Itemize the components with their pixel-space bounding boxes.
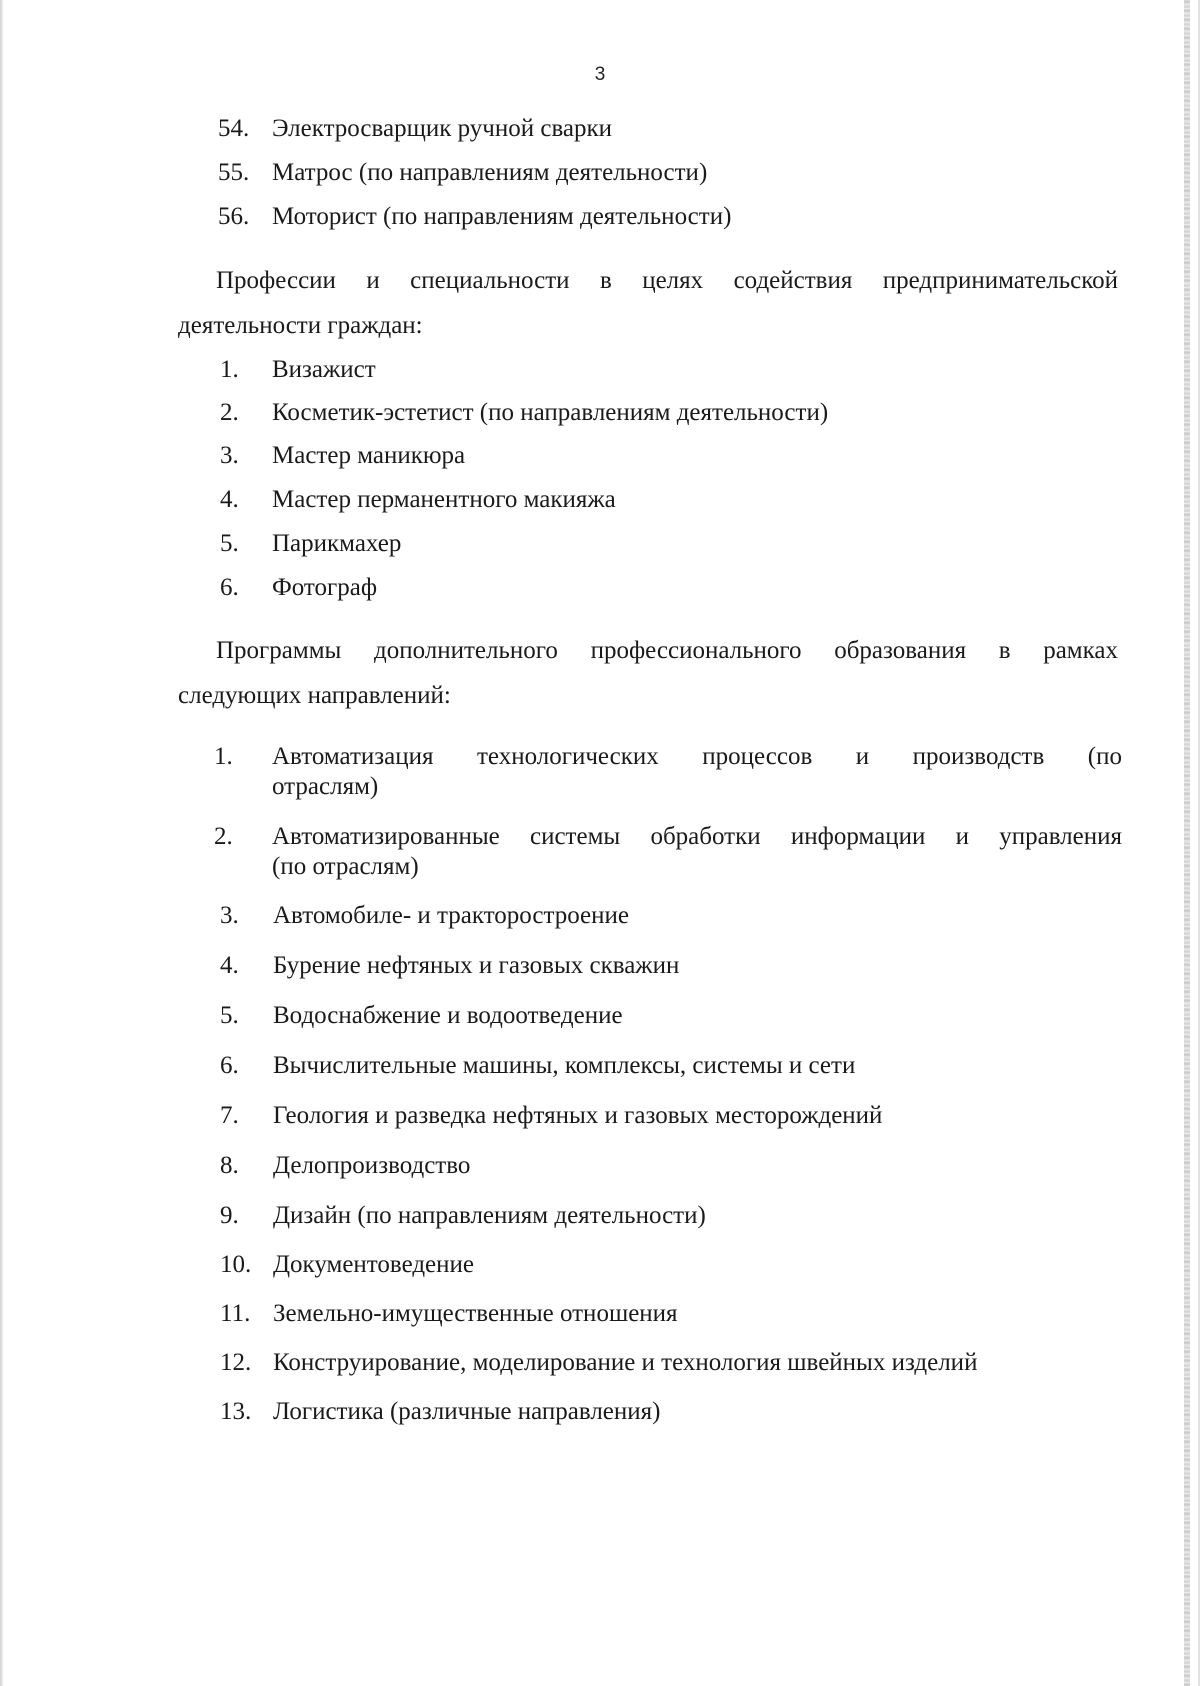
list-item-text-line: отраслям) xyxy=(272,773,379,800)
list-item-text: Косметик-эстетист (по направлениям деятельности) xyxy=(272,399,829,426)
list-item-number: 8. xyxy=(220,1152,239,1179)
list-item-text: Делопроизводство xyxy=(273,1152,471,1179)
page-number: 3 xyxy=(594,64,606,85)
list-item-text: Визажист xyxy=(272,356,376,383)
list-item-number: 2. xyxy=(220,399,239,426)
list-item-number: 6. xyxy=(220,574,239,601)
list-item-number: 5. xyxy=(220,1002,239,1029)
scan-edge-right xyxy=(1184,0,1190,1686)
list-item-number: 3. xyxy=(220,902,239,929)
list-item-text: Фотограф xyxy=(272,574,378,601)
list-item-text: Водоснабжение и водоотведение xyxy=(273,1002,623,1029)
list-item-text: Мастер маникюра xyxy=(272,442,466,469)
list-item-number: 6. xyxy=(220,1052,239,1079)
list-item-number: 9. xyxy=(220,1202,239,1229)
section-heading-line: деятельности граждан: xyxy=(178,312,423,339)
list-item-number: 13. xyxy=(220,1398,252,1425)
list-item-text: Бурение нефтяных и газовых скважин xyxy=(273,952,680,979)
list-item-text: Конструирование, моделирование и технология швейных изделий xyxy=(273,1349,978,1376)
list-item-text: Документоведение xyxy=(273,1251,475,1278)
list-item-number: 10. xyxy=(220,1251,252,1278)
list-item-number: 2. xyxy=(214,823,233,850)
list-item-text: Логистика (различные направления) xyxy=(273,1398,661,1425)
list-item-text-line: (по отраслям) xyxy=(272,853,419,880)
list-item-number: 12. xyxy=(220,1349,252,1376)
list-item-text: Парикмахер xyxy=(272,530,402,557)
list-item-number: 56. xyxy=(218,203,250,230)
section-heading-programs xyxy=(178,636,1118,716)
list-item-text: Дизайн (по направлениям деятельности) xyxy=(273,1202,706,1229)
list-item-text: Автомобиле- и тракторостроение xyxy=(273,902,629,929)
section-heading-line: Программы дополнительного профессионального образования в рамках xyxy=(216,637,1118,664)
list-item-number: 5. xyxy=(220,530,239,557)
list-item-number: 55. xyxy=(218,159,250,186)
list-item-text: Моторист (по направлениям деятельности) xyxy=(272,203,732,230)
list-item-text: Мастер перманентного макияжа xyxy=(272,486,616,513)
list-item-text-line: Автоматизированные системы обработки информации и управления xyxy=(272,823,1122,850)
section-heading-line: Профессии и специальности в целях содействия предпринимательской xyxy=(216,267,1118,294)
list-item-number: 3. xyxy=(220,442,239,469)
list-item-text: Геология и разведка нефтяных и газовых месторождений xyxy=(273,1102,883,1129)
list-item-text-line: Автоматизация технологических процессов и производств (по xyxy=(272,743,1122,770)
list-item-text: Электросварщик ручной сварки xyxy=(272,115,613,142)
section-heading-entrepreneurship xyxy=(178,266,1118,346)
scan-edge-left xyxy=(0,0,3,1686)
section-heading-line: следующих направлений: xyxy=(178,682,451,709)
list-item-number: 11. xyxy=(220,1300,251,1327)
list-item-number: 54. xyxy=(218,115,250,142)
list-item-number: 4. xyxy=(220,486,239,513)
list-item-number: 1. xyxy=(220,356,239,383)
list-item-text: Вычислительные машины, комплексы, системы и сети xyxy=(273,1052,856,1079)
list-item-number: 7. xyxy=(220,1102,239,1129)
list-item-number: 1. xyxy=(214,743,233,770)
list-item-text: Матрос (по направлениям деятельности) xyxy=(272,159,708,186)
list-item-text: Земельно-имущественные отношения xyxy=(273,1300,678,1327)
list-item-number: 4. xyxy=(220,952,239,979)
